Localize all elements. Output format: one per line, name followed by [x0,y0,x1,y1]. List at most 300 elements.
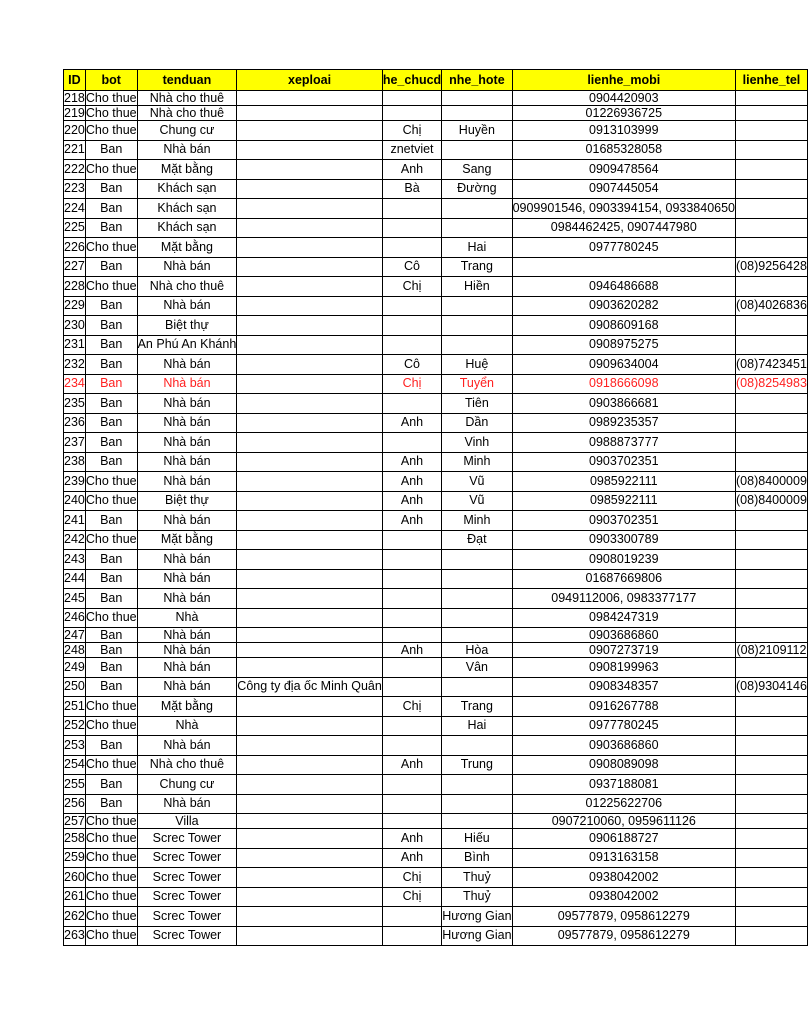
cell-tel[interactable] [736,218,808,238]
cell-hoten[interactable] [442,829,512,849]
cell-tenduan[interactable] [137,121,237,141]
cell-hoten[interactable] [442,907,512,927]
cell-bot[interactable] [85,257,137,277]
cell-tel[interactable] [736,736,808,756]
cell-mobi[interactable] [512,848,735,868]
cell-tel[interactable] [736,238,808,258]
cell-tel[interactable] [736,608,808,628]
cell-chucdanh[interactable] [382,199,441,219]
cell-xeploai[interactable] [237,106,383,121]
cell-chucdanh[interactable] [382,677,441,697]
cell-tel[interactable] [736,335,808,355]
cell-tenduan[interactable] [137,887,237,907]
cell-id[interactable] [64,926,86,946]
cell-chucdanh[interactable] [382,179,441,199]
cell-bot[interactable] [85,814,137,829]
cell-bot[interactable] [85,887,137,907]
cell-tenduan[interactable] [137,848,237,868]
cell-bot[interactable] [85,238,137,258]
cell-tel[interactable] [736,511,808,531]
cell-chucdanh[interactable] [382,829,441,849]
cell-mobi[interactable] [512,394,735,414]
cell-id[interactable] [64,589,86,609]
cell-hoten[interactable] [442,736,512,756]
cell-id[interactable] [64,218,86,238]
cell-chucdanh[interactable] [382,887,441,907]
cell-bot[interactable] [85,643,137,658]
cell-id[interactable] [64,608,86,628]
cell-hoten[interactable] [442,452,512,472]
cell-chucdanh[interactable] [382,394,441,414]
cell-tenduan[interactable] [137,452,237,472]
cell-xeploai[interactable] [237,868,383,888]
cell-hoten[interactable] [442,106,512,121]
column-header-bot[interactable]: bot [85,70,137,91]
cell-chucdanh[interactable] [382,316,441,336]
cell-chucdanh[interactable] [382,628,441,643]
cell-tel[interactable] [736,550,808,570]
cell-mobi[interactable] [512,238,735,258]
cell-tenduan[interactable] [137,716,237,736]
cell-id[interactable] [64,814,86,829]
cell-xeploai[interactable] [237,716,383,736]
cell-tenduan[interactable] [137,677,237,697]
cell-bot[interactable] [85,140,137,160]
cell-xeploai[interactable] [237,121,383,141]
cell-chucdanh[interactable] [382,511,441,531]
cell-chucdanh[interactable] [382,238,441,258]
cell-id[interactable] [64,106,86,121]
cell-tel[interactable] [736,589,808,609]
cell-tel[interactable] [736,374,808,394]
cell-mobi[interactable] [512,374,735,394]
cell-id[interactable] [64,199,86,219]
cell-tel[interactable] [736,794,808,814]
cell-mobi[interactable] [512,106,735,121]
cell-bot[interactable] [85,472,137,492]
cell-tenduan[interactable] [137,218,237,238]
cell-id[interactable] [64,511,86,531]
cell-tenduan[interactable] [137,550,237,570]
cell-bot[interactable] [85,160,137,180]
cell-id[interactable] [64,296,86,316]
cell-mobi[interactable] [512,677,735,697]
cell-mobi[interactable] [512,736,735,756]
cell-tel[interactable] [736,643,808,658]
cell-tenduan[interactable] [137,296,237,316]
cell-mobi[interactable] [512,433,735,453]
cell-id[interactable] [64,755,86,775]
cell-chucdanh[interactable] [382,355,441,375]
cell-xeploai[interactable] [237,335,383,355]
cell-hoten[interactable] [442,91,512,106]
cell-hoten[interactable] [442,238,512,258]
cell-mobi[interactable] [512,277,735,297]
cell-tenduan[interactable] [137,814,237,829]
cell-bot[interactable] [85,277,137,297]
cell-mobi[interactable] [512,413,735,433]
cell-id[interactable] [64,433,86,453]
cell-tenduan[interactable] [137,643,237,658]
cell-tenduan[interactable] [137,926,237,946]
cell-tel[interactable] [736,413,808,433]
cell-id[interactable] [64,643,86,658]
cell-bot[interactable] [85,755,137,775]
cell-xeploai[interactable] [237,491,383,511]
cell-chucdanh[interactable] [382,160,441,180]
cell-chucdanh[interactable] [382,413,441,433]
cell-id[interactable] [64,716,86,736]
cell-bot[interactable] [85,394,137,414]
cell-xeploai[interactable] [237,926,383,946]
cell-tenduan[interactable] [137,160,237,180]
cell-id[interactable] [64,697,86,717]
cell-xeploai[interactable] [237,472,383,492]
cell-chucdanh[interactable] [382,140,441,160]
cell-hoten[interactable] [442,755,512,775]
cell-mobi[interactable] [512,887,735,907]
cell-mobi[interactable] [512,491,735,511]
cell-mobi[interactable] [512,643,735,658]
cell-mobi[interactable] [512,121,735,141]
cell-chucdanh[interactable] [382,814,441,829]
cell-chucdanh[interactable] [382,452,441,472]
cell-tel[interactable] [736,868,808,888]
cell-mobi[interactable] [512,218,735,238]
cell-xeploai[interactable] [237,277,383,297]
cell-bot[interactable] [85,413,137,433]
cell-xeploai[interactable] [237,550,383,570]
cell-xeploai[interactable] [237,608,383,628]
cell-tenduan[interactable] [137,530,237,550]
cell-mobi[interactable] [512,316,735,336]
cell-chucdanh[interactable] [382,569,441,589]
cell-tenduan[interactable] [137,907,237,927]
cell-mobi[interactable] [512,296,735,316]
cell-hoten[interactable] [442,814,512,829]
cell-tenduan[interactable] [137,140,237,160]
cell-hoten[interactable] [442,677,512,697]
cell-bot[interactable] [85,355,137,375]
cell-tel[interactable] [736,716,808,736]
cell-xeploai[interactable] [237,697,383,717]
cell-tel[interactable] [736,775,808,795]
cell-hoten[interactable] [442,472,512,492]
cell-hoten[interactable] [442,199,512,219]
cell-hoten[interactable] [442,716,512,736]
cell-hoten[interactable] [442,608,512,628]
cell-hoten[interactable] [442,121,512,141]
cell-xeploai[interactable] [237,677,383,697]
cell-tel[interactable] [736,628,808,643]
cell-id[interactable] [64,887,86,907]
cell-hoten[interactable] [442,433,512,453]
cell-hoten[interactable] [442,179,512,199]
cell-xeploai[interactable] [237,199,383,219]
cell-hoten[interactable] [442,511,512,531]
cell-chucdanh[interactable] [382,106,441,121]
cell-tenduan[interactable] [137,608,237,628]
cell-hoten[interactable] [442,530,512,550]
cell-hoten[interactable] [442,868,512,888]
cell-tel[interactable] [736,697,808,717]
cell-xeploai[interactable] [237,589,383,609]
cell-chucdanh[interactable] [382,550,441,570]
cell-id[interactable] [64,452,86,472]
cell-xeploai[interactable] [237,887,383,907]
cell-mobi[interactable] [512,550,735,570]
cell-mobi[interactable] [512,608,735,628]
cell-tel[interactable] [736,140,808,160]
cell-xeploai[interactable] [237,511,383,531]
cell-tenduan[interactable] [137,736,237,756]
cell-bot[interactable] [85,829,137,849]
cell-tel[interactable] [736,296,808,316]
cell-xeploai[interactable] [237,794,383,814]
cell-xeploai[interactable] [237,316,383,336]
cell-mobi[interactable] [512,755,735,775]
cell-id[interactable] [64,736,86,756]
cell-id[interactable] [64,160,86,180]
cell-chucdanh[interactable] [382,794,441,814]
column-header-hoten[interactable]: nhe_hote [442,70,512,91]
cell-bot[interactable] [85,658,137,678]
cell-id[interactable] [64,394,86,414]
cell-mobi[interactable] [512,794,735,814]
cell-bot[interactable] [85,794,137,814]
cell-tenduan[interactable] [137,413,237,433]
cell-mobi[interactable] [512,628,735,643]
cell-hoten[interactable] [442,697,512,717]
cell-chucdanh[interactable] [382,658,441,678]
cell-hoten[interactable] [442,658,512,678]
cell-id[interactable] [64,413,86,433]
cell-mobi[interactable] [512,868,735,888]
cell-hoten[interactable] [442,491,512,511]
cell-id[interactable] [64,179,86,199]
cell-tenduan[interactable] [137,697,237,717]
cell-tel[interactable] [736,755,808,775]
cell-tenduan[interactable] [137,433,237,453]
cell-mobi[interactable] [512,179,735,199]
cell-xeploai[interactable] [237,814,383,829]
cell-bot[interactable] [85,218,137,238]
cell-id[interactable] [64,316,86,336]
cell-chucdanh[interactable] [382,589,441,609]
cell-hoten[interactable] [442,926,512,946]
cell-chucdanh[interactable] [382,530,441,550]
cell-xeploai[interactable] [237,755,383,775]
cell-mobi[interactable] [512,775,735,795]
cell-hoten[interactable] [442,374,512,394]
cell-hoten[interactable] [442,394,512,414]
cell-tel[interactable] [736,433,808,453]
cell-tel[interactable] [736,829,808,849]
cell-id[interactable] [64,491,86,511]
cell-mobi[interactable] [512,335,735,355]
cell-hoten[interactable] [442,643,512,658]
cell-xeploai[interactable] [237,530,383,550]
cell-xeploai[interactable] [237,179,383,199]
cell-chucdanh[interactable] [382,736,441,756]
cell-xeploai[interactable] [237,452,383,472]
cell-bot[interactable] [85,530,137,550]
cell-chucdanh[interactable] [382,277,441,297]
cell-id[interactable] [64,794,86,814]
cell-bot[interactable] [85,91,137,106]
cell-id[interactable] [64,658,86,678]
cell-tenduan[interactable] [137,316,237,336]
cell-hoten[interactable] [442,355,512,375]
cell-bot[interactable] [85,868,137,888]
cell-id[interactable] [64,530,86,550]
cell-id[interactable] [64,91,86,106]
cell-bot[interactable] [85,374,137,394]
cell-bot[interactable] [85,716,137,736]
cell-hoten[interactable] [442,775,512,795]
cell-tenduan[interactable] [137,511,237,531]
cell-bot[interactable] [85,628,137,643]
cell-chucdanh[interactable] [382,296,441,316]
cell-tel[interactable] [736,907,808,927]
cell-tel[interactable] [736,106,808,121]
cell-hoten[interactable] [442,277,512,297]
cell-mobi[interactable] [512,452,735,472]
cell-id[interactable] [64,257,86,277]
cell-xeploai[interactable] [237,238,383,258]
cell-hoten[interactable] [442,218,512,238]
cell-mobi[interactable] [512,829,735,849]
cell-chucdanh[interactable] [382,697,441,717]
cell-bot[interactable] [85,316,137,336]
cell-xeploai[interactable] [237,907,383,927]
cell-chucdanh[interactable] [382,472,441,492]
cell-tel[interactable] [736,530,808,550]
cell-hoten[interactable] [442,589,512,609]
cell-chucdanh[interactable] [382,257,441,277]
cell-mobi[interactable] [512,658,735,678]
cell-hoten[interactable] [442,140,512,160]
cell-chucdanh[interactable] [382,868,441,888]
cell-hoten[interactable] [442,794,512,814]
cell-tenduan[interactable] [137,491,237,511]
cell-chucdanh[interactable] [382,335,441,355]
column-header-xeploai[interactable]: xeploai [237,70,383,91]
cell-bot[interactable] [85,569,137,589]
cell-hoten[interactable] [442,550,512,570]
cell-tenduan[interactable] [137,472,237,492]
cell-tenduan[interactable] [137,277,237,297]
cell-xeploai[interactable] [237,433,383,453]
cell-tel[interactable] [736,91,808,106]
cell-mobi[interactable] [512,907,735,927]
cell-chucdanh[interactable] [382,775,441,795]
cell-hoten[interactable] [442,257,512,277]
cell-id[interactable] [64,121,86,141]
cell-hoten[interactable] [442,316,512,336]
cell-bot[interactable] [85,608,137,628]
cell-chucdanh[interactable] [382,491,441,511]
cell-xeploai[interactable] [237,829,383,849]
cell-id[interactable] [64,907,86,927]
cell-tel[interactable] [736,257,808,277]
cell-bot[interactable] [85,550,137,570]
cell-id[interactable] [64,569,86,589]
cell-tel[interactable] [736,677,808,697]
cell-tel[interactable] [736,658,808,678]
cell-id[interactable] [64,355,86,375]
cell-mobi[interactable] [512,199,735,219]
cell-id[interactable] [64,335,86,355]
cell-mobi[interactable] [512,569,735,589]
cell-xeploai[interactable] [237,658,383,678]
cell-tel[interactable] [736,569,808,589]
cell-xeploai[interactable] [237,91,383,106]
cell-hoten[interactable] [442,413,512,433]
cell-xeploai[interactable] [237,140,383,160]
cell-mobi[interactable] [512,814,735,829]
cell-tenduan[interactable] [137,868,237,888]
cell-tel[interactable] [736,355,808,375]
cell-tenduan[interactable] [137,775,237,795]
cell-tenduan[interactable] [137,238,237,258]
cell-xeploai[interactable] [237,374,383,394]
cell-tel[interactable] [736,472,808,492]
cell-xeploai[interactable] [237,218,383,238]
cell-id[interactable] [64,472,86,492]
cell-tenduan[interactable] [137,829,237,849]
cell-chucdanh[interactable] [382,91,441,106]
cell-tel[interactable] [736,887,808,907]
cell-tel[interactable] [736,848,808,868]
cell-id[interactable] [64,140,86,160]
cell-id[interactable] [64,677,86,697]
cell-id[interactable] [64,775,86,795]
cell-xeploai[interactable] [237,643,383,658]
column-header-tenduan[interactable]: tenduan [137,70,237,91]
cell-tenduan[interactable] [137,179,237,199]
cell-bot[interactable] [85,511,137,531]
cell-mobi[interactable] [512,355,735,375]
cell-xeploai[interactable] [237,160,383,180]
column-header-mobi[interactable]: lienhe_mobi [512,70,735,91]
cell-hoten[interactable] [442,296,512,316]
cell-tenduan[interactable] [137,374,237,394]
cell-tenduan[interactable] [137,106,237,121]
column-header-tel[interactable]: lienhe_tel [736,70,808,91]
cell-hoten[interactable] [442,848,512,868]
cell-id[interactable] [64,868,86,888]
cell-bot[interactable] [85,296,137,316]
cell-chucdanh[interactable] [382,755,441,775]
cell-mobi[interactable] [512,697,735,717]
cell-xeploai[interactable] [237,775,383,795]
cell-tel[interactable] [736,277,808,297]
cell-chucdanh[interactable] [382,121,441,141]
cell-bot[interactable] [85,697,137,717]
cell-tenduan[interactable] [137,658,237,678]
cell-tel[interactable] [736,394,808,414]
cell-mobi[interactable] [512,511,735,531]
cell-tenduan[interactable] [137,628,237,643]
cell-tenduan[interactable] [137,794,237,814]
cell-chucdanh[interactable] [382,848,441,868]
cell-bot[interactable] [85,926,137,946]
cell-xeploai[interactable] [237,736,383,756]
cell-tel[interactable] [736,491,808,511]
cell-hoten[interactable] [442,335,512,355]
cell-chucdanh[interactable] [382,218,441,238]
